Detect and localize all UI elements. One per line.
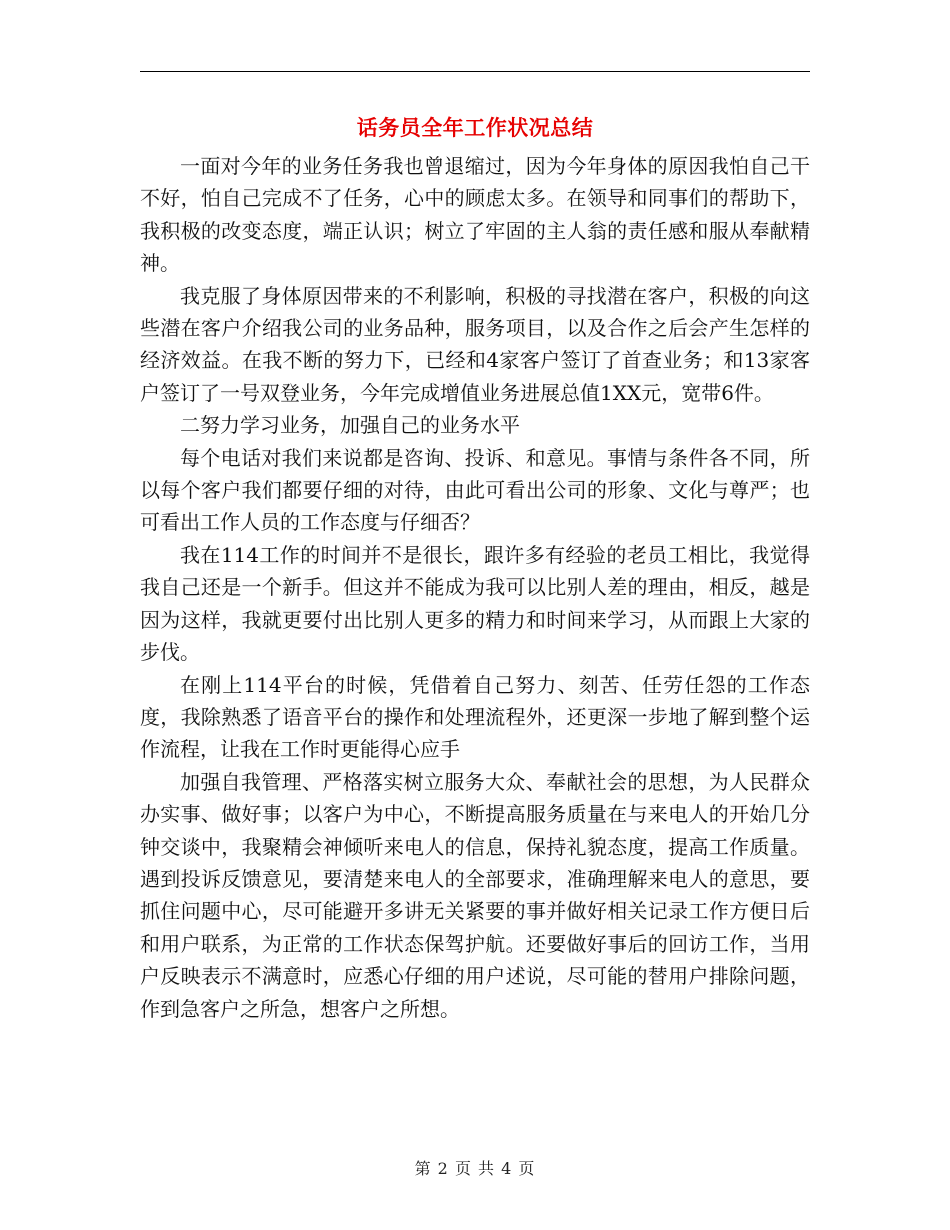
paragraph: 在刚上114平台的时候，凭借着自己努力、刻苦、任劳任怨的工作态度，我除熟悉了语音平台的操作和处理流程外，还更深一步地了解到整个运作流程，让我在工作时更能得心应手 [140,672,810,762]
paragraph: 我在114工作的时间并不是很长，跟许多有经验的老员工相比，我觉得我自己还是一个新手。但这并不能成为我可以比别人差的理由，相反，越是因为这样，我就更要付出比别人更多的精力和时间来学习，从而跟上大家的步伐。 [140,542,810,665]
section-heading: 二努力学习业务，加强自己的业务水平 [180,413,520,438]
paragraph: 一面对今年的业务任务我也曾退缩过，因为今年身体的原因我怕自己干不好，怕自己完成不了任务，心中的顾虑太多。在领导和同事们的帮助下，我积极的改变态度，端正认识；树立了牢固的主人翁的责任感和服从奉献精神。 [140,154,810,276]
paragraph: 每个电话对我们来说都是咨询、投诉、和意见。事情与条件各不同，所以每个客户我们都要仔细的对待，由此可看出公司的形象、文化与尊严；也可看出工作人员的工作态度与仔细否？ [140,445,810,535]
paragraph: 加强自我管理、严格落实树立服务大众、奉献社会的思想，为人民群众办实事、做好事；以客户为中心，不断提高服务质量在与来电人的开始几分钟交谈中，我聚精会神倾听来电人的信息，保持礼貌态度，提高工作质量。遇到投诉反馈意见，要清楚来电人的全部要求，准确理解来电人的意思，要抓住问题中心，尽可能避开多讲无关紧要的事并做好相关记录工作方便日后和用户联系，为正常的工作状态保驾护航。还要做好事后的回访工作，当用户反映表示不满意时，应悉心仔细的用户述说，尽可能的替用户排除问题，作到急客户之所急，想客户之所想。 [140,769,810,1021]
header-rule [140,71,810,72]
document-title: 话务员全年工作状况总结 [356,116,594,140]
page-number: 第 2 页 共 4 页 [414,1159,536,1178]
paragraph: 我克服了身体原因带来的不利影响，积极的寻找潜在客户，积极的向这些潜在客户介绍我公司的业务品种，服务项目，以及合作之后会产生怎样的经济效益。在我不断的努力下，已经和4家客户签订了首查业务；和13家客户签订了一号双登业务，今年完成增值业务进展总值1XX元，宽带6件。 [140,283,810,405]
document-body [140,150,810,1025]
